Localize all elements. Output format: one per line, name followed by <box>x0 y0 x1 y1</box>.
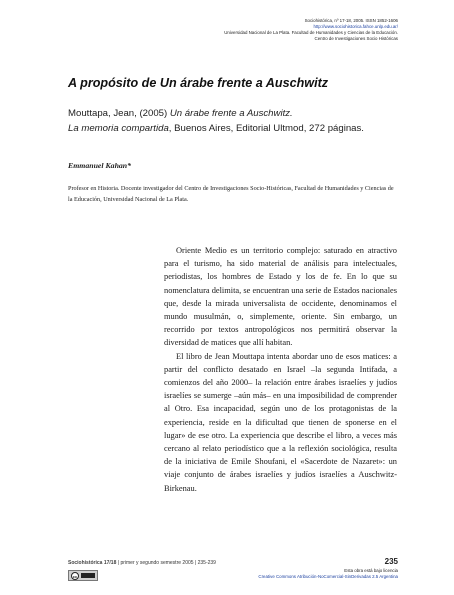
footer-period-pages: | primer y segundo semestre 2005 | 235-239 <box>117 560 216 566</box>
reference-author: Mouttapa, Jean, (2005) <box>68 108 170 119</box>
header-center: Centro de Investigaciones Socio Históricas <box>314 36 398 41</box>
cc-circle-icon: cc <box>72 573 78 579</box>
book-reference <box>68 106 364 136</box>
footer-journal-info <box>68 560 216 566</box>
footer-journal-name: Sociohistórica <box>68 560 103 566</box>
reference-book-title: Un árabe frente a Auschwitz. <box>169 108 293 119</box>
header-citation: Sociohistórica, nº 17-18, 2005. ISSN 1852-1606 <box>304 18 398 23</box>
license-notice <box>258 568 398 580</box>
author-affiliation: Profesor en Historia. Docente investigador del Centro de Investigaciones Socio-Históricas, Facultad de Humanidades y Ciencias de la Educación, Universidad Nacional de La Plata. <box>68 185 394 203</box>
page-number: 235 <box>384 557 398 566</box>
body-paragraph-1: Oriente Medio es un territorio complejo: saturado en atractivo para el turismo, ha sido material de análisis para intelectuales, periodistas, los hombres de Estado y los de fe. En lo que su nomenclatura delimita, se encuentran una serie de Estados nacionales que, desde la mirada universalista de occidente, denominamos el mundo musulmán, o, simplemente, oriente. Sin embargo, un recorrido por textos antropológicos nos permitirá observar la diversidad de matices que allí habitan. <box>164 246 397 348</box>
reference-line-1 <box>68 106 364 121</box>
reference-subtitle: La memoria compartida <box>68 123 169 134</box>
journal-header <box>224 18 398 42</box>
footer-issue: 17/18 <box>102 560 118 566</box>
header-url-link[interactable]: http://www.sociohistorica.fahce.unlp.edu.ar/ <box>313 24 398 29</box>
header-university: Universidad Nacional de La Plata. Facultad de Humanidades y Ciencias de la Educación. <box>224 30 398 35</box>
license-text: Esta obra está bajo licencia <box>344 568 398 573</box>
license-link[interactable]: Creative Commons Atribución-NoComercial-SinDerivadas 2.5 Argentina <box>258 574 398 579</box>
cc-bar-icon <box>81 573 95 578</box>
article-body <box>164 244 397 495</box>
body-paragraph-2: El libro de Jean Mouttapa intenta abordar uno de esos matices: a partir del conflicto desatado en Israel –la segunda Intifada, a comienzos del año 2000– la relación entre árabes israelíes y judíos israelíes se sumerge –aún más– en una imposibilidad de comprender al Otro. Esa incapacidad, según uno de los protagonistas de la experiencia, reside en la dificultad que tienen de sponerse en el lugar» de ese otro. La experiencia que describe el libro, a veces más cercano al relato periodístico que a la reflexión sociológica, resulta de la iniciativa de Emile Shoufani, el «Sacerdote de Nazaret»: un viaje conjunto de árabes israelíes y judíos israelíes a Auschwitz-Birkenau. <box>164 351 397 493</box>
author-name: Emmanuel Kahan* <box>68 161 132 170</box>
reference-line-2 <box>68 121 364 136</box>
creative-commons-badge-icon[interactable] <box>68 570 98 581</box>
article-title: A propósito de Un árabe frente a Auschwitz <box>68 76 329 90</box>
reference-publisher: , Buenos Aires, Editorial Ultmod, 272 páginas. <box>168 123 364 134</box>
